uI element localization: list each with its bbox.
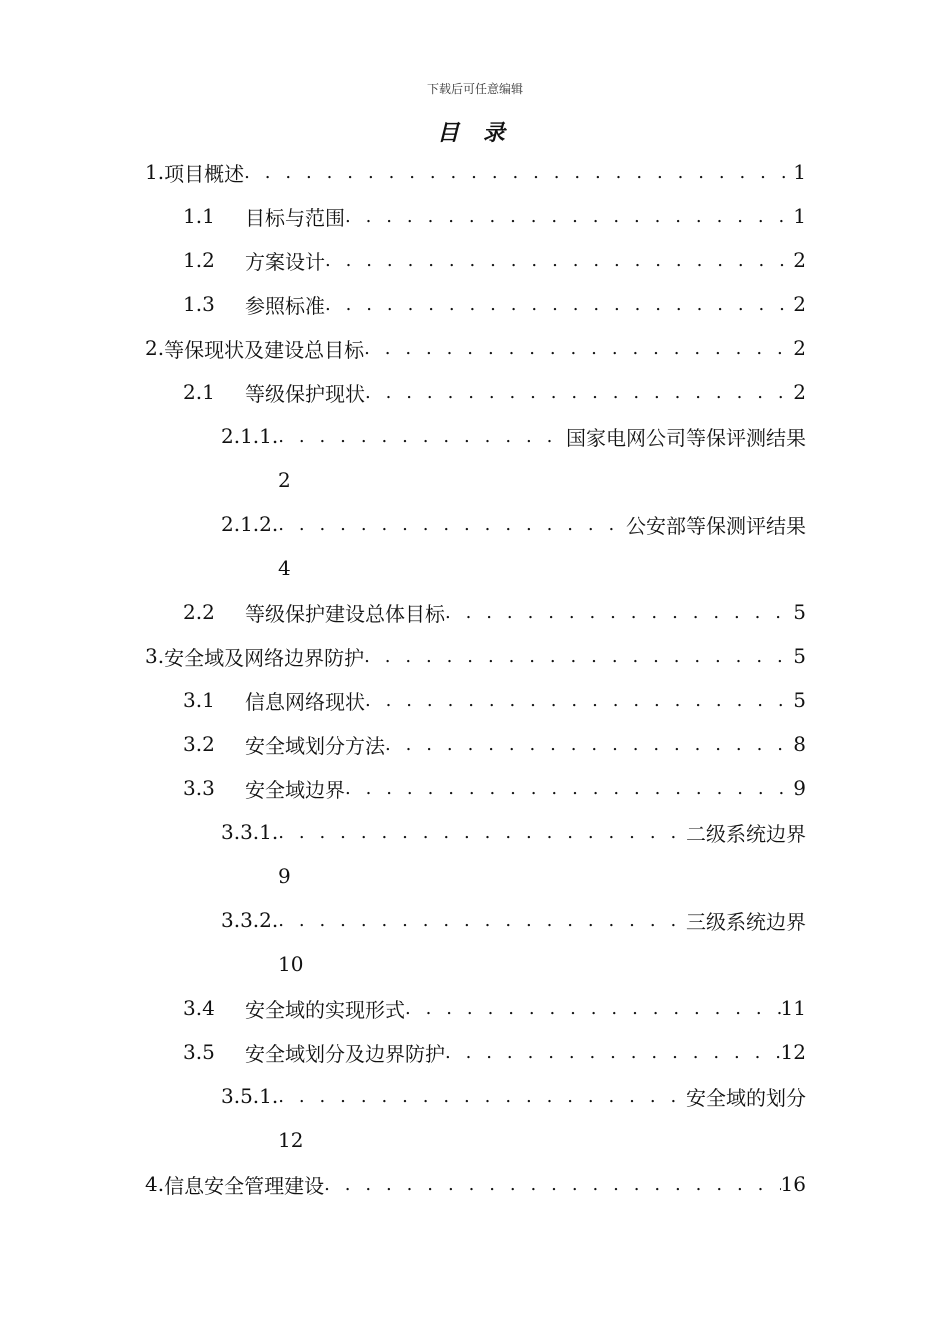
toc-entry-number: 3.5 bbox=[183, 1040, 215, 1064]
toc-entry-number: 2.1 bbox=[183, 380, 215, 404]
toc-entry-page: 2 bbox=[278, 468, 291, 492]
dot-leader bbox=[385, 734, 793, 755]
toc-entry-number: 3.3.2. bbox=[221, 908, 279, 932]
toc-entry-page: 1 bbox=[793, 160, 806, 184]
toc-entry-number: 3. bbox=[145, 644, 165, 668]
toc-entry-label: 安全域的划分 bbox=[686, 1085, 806, 1110]
toc-entry-page: 12 bbox=[278, 1128, 304, 1152]
toc-entry-page: 10 bbox=[278, 952, 304, 976]
dot-leader bbox=[365, 690, 793, 711]
toc-entry[interactable] bbox=[221, 504, 806, 544]
toc-entry-page: 11 bbox=[780, 996, 806, 1020]
toc-entry-number: 3.3 bbox=[183, 776, 215, 800]
toc-entry-page: 4 bbox=[278, 556, 291, 580]
toc-entry-label: 三级系统边界 bbox=[686, 909, 806, 934]
dot-leader bbox=[244, 162, 793, 183]
toc-entry-page: 2 bbox=[793, 292, 806, 316]
toc-entry[interactable] bbox=[221, 812, 806, 852]
toc-entry-number: 2.2 bbox=[183, 600, 215, 624]
toc-entry[interactable] bbox=[221, 1076, 806, 1116]
toc-entry-number: 3.3.1. bbox=[221, 820, 279, 844]
toc-entry-number: 3.4 bbox=[183, 996, 215, 1020]
toc-entry-number: 4. bbox=[145, 1172, 165, 1196]
toc-entry-label: 安全域的实现形式 bbox=[245, 997, 405, 1022]
toc-entry-label: 安全域划分及边界防护 bbox=[245, 1041, 445, 1066]
toc-entry[interactable] bbox=[183, 196, 806, 236]
toc-entry-label: 等级保护建设总体目标 bbox=[245, 601, 445, 626]
toc-entry[interactable] bbox=[145, 636, 806, 676]
dot-leader bbox=[324, 1174, 780, 1195]
toc-entry[interactable] bbox=[183, 724, 806, 764]
toc-entry[interactable] bbox=[183, 988, 806, 1028]
toc-entry-label: 国家电网公司等保评测结果 bbox=[566, 425, 806, 450]
toc-entry-number: 2. bbox=[145, 336, 165, 360]
toc-entry-label: 安全域边界 bbox=[245, 777, 345, 802]
dot-leader bbox=[325, 294, 793, 315]
toc-entry-page: 9 bbox=[278, 864, 291, 888]
toc-entry-label: 公安部等保测评结果 bbox=[626, 513, 806, 538]
toc-entry-label: 等保现状及建设总目标 bbox=[164, 337, 365, 362]
toc-entry-page: 2 bbox=[793, 380, 806, 404]
toc-entry-page: 8 bbox=[793, 732, 806, 756]
toc-title: 目 录 bbox=[437, 120, 513, 146]
toc-entry-label: 参照标准 bbox=[245, 293, 325, 318]
dot-leader bbox=[278, 514, 626, 535]
toc-entry-page: 9 bbox=[793, 776, 806, 800]
dot-leader bbox=[278, 822, 686, 843]
toc-entry-number: 2.1.1. bbox=[221, 424, 279, 448]
toc-entry-number: 3.5.1. bbox=[221, 1084, 279, 1108]
dot-leader bbox=[445, 602, 793, 623]
dot-leader bbox=[278, 910, 686, 931]
page-header: 下载后可任意编辑 bbox=[426, 82, 523, 96]
toc-entry-label: 安全域及网络边界防护 bbox=[164, 645, 365, 670]
toc-entry[interactable] bbox=[183, 240, 806, 280]
toc-entry-label: 信息安全管理建设 bbox=[164, 1173, 325, 1198]
toc-entry-page: 12 bbox=[780, 1040, 806, 1064]
toc-entry[interactable] bbox=[145, 1164, 806, 1204]
toc-entry[interactable] bbox=[221, 900, 806, 940]
toc-entry-page: 5 bbox=[793, 644, 806, 668]
dot-leader bbox=[445, 1042, 781, 1063]
toc-entry-page: 16 bbox=[780, 1172, 806, 1196]
toc-entry-number: 1.3 bbox=[183, 292, 215, 316]
toc-entry[interactable] bbox=[183, 592, 806, 632]
toc-entry[interactable] bbox=[183, 372, 806, 412]
toc-entry-page: 2 bbox=[793, 336, 806, 360]
dot-leader bbox=[345, 206, 793, 227]
dot-leader bbox=[364, 646, 793, 667]
dot-leader bbox=[278, 426, 566, 447]
dot-leader bbox=[345, 778, 793, 799]
toc-entry-label: 目标与范围 bbox=[245, 205, 345, 230]
toc-entry[interactable] bbox=[183, 1032, 806, 1072]
dot-leader bbox=[325, 250, 793, 271]
toc-entry[interactable] bbox=[221, 416, 806, 456]
toc-entry-page: 5 bbox=[793, 600, 806, 624]
dot-leader bbox=[364, 338, 793, 359]
toc-entry-label: 项目概述 bbox=[164, 161, 245, 186]
toc-entry-label: 安全域划分方法 bbox=[245, 733, 385, 758]
toc-entry-label: 二级系统边界 bbox=[686, 821, 806, 846]
toc-entry[interactable] bbox=[145, 328, 806, 368]
toc-entry-number: 3.2 bbox=[183, 732, 215, 756]
dot-leader bbox=[278, 1086, 686, 1107]
toc-entry[interactable] bbox=[145, 152, 806, 192]
toc-entry[interactable] bbox=[183, 680, 806, 720]
dot-leader bbox=[365, 382, 793, 403]
toc-entry-label: 等级保护现状 bbox=[245, 381, 365, 406]
dot-leader bbox=[405, 998, 781, 1019]
toc-entry-number: 3.1 bbox=[183, 688, 215, 712]
toc-entry-page: 2 bbox=[793, 248, 806, 272]
toc-entry-page: 1 bbox=[793, 204, 806, 228]
toc-entry-number: 1.2 bbox=[183, 248, 215, 272]
toc-entry-label: 信息网络现状 bbox=[245, 689, 365, 714]
toc-entry-label: 方案设计 bbox=[245, 249, 325, 274]
toc-entry-page: 5 bbox=[793, 688, 806, 712]
toc-entry[interactable] bbox=[183, 768, 806, 808]
toc-entry[interactable] bbox=[183, 284, 806, 324]
toc-entry-number: 2.1.2. bbox=[221, 512, 279, 536]
toc-entry-number: 1.1 bbox=[183, 204, 215, 228]
toc-entry-number: 1. bbox=[145, 160, 165, 184]
